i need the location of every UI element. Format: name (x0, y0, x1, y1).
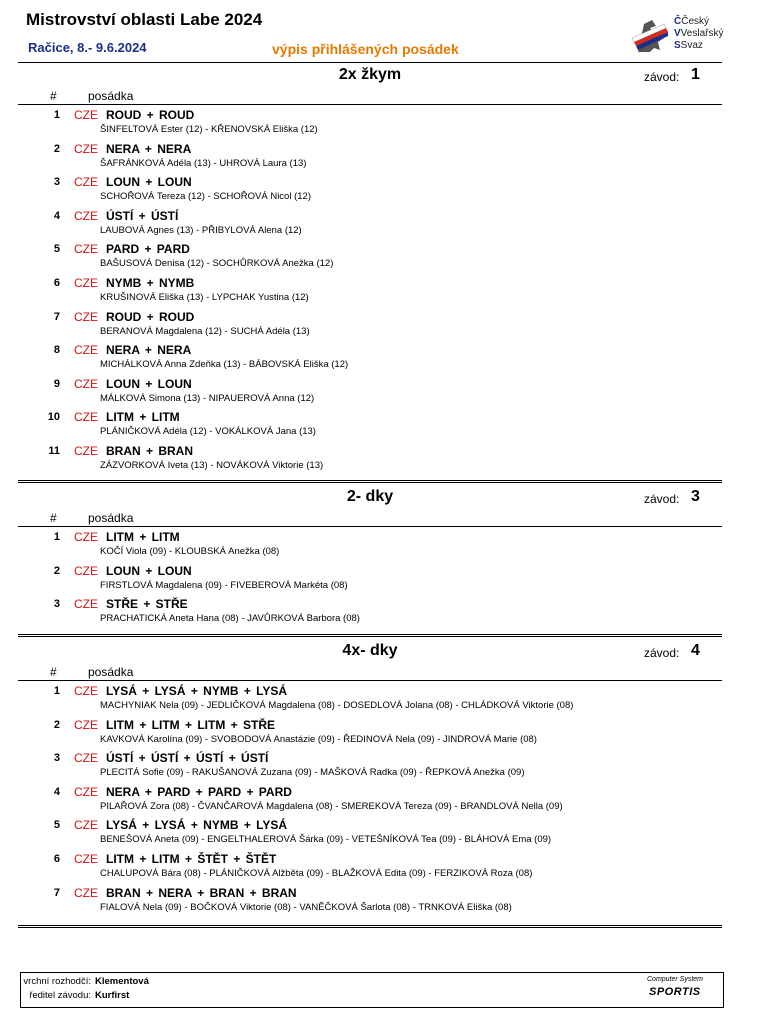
crew-athletes: BAŠUSOVÁ Denisa (12) - SOCHŮRKOVÁ Anežka (12) (100, 258, 334, 270)
crew-number: 6 (53, 276, 60, 289)
crew-nation: CZE (74, 343, 98, 358)
crew-row (18, 172, 722, 206)
crew-row (18, 849, 722, 883)
crew-athletes: BENEŠOVÁ Aneta (09) - ENGELTHALEROVÁ Šárka (09) - VETEŠNÍKOVÁ Tea (09) - BLÁHOVÁ Ema (09) (100, 834, 552, 846)
crew-row (18, 748, 722, 782)
crew-clubs: LOUN + LOUN (106, 175, 192, 190)
crew-clubs: LYSÁ + LYSÁ + NYMB + LYSÁ (106, 684, 288, 698)
crew-clubs: ROUD + ROUD (106, 309, 195, 324)
crew-clubs: LITM + LITM (106, 410, 180, 425)
crew-nation: CZE (74, 684, 98, 698)
crew-athletes: KOČÍ Viola (09) - KLOUBSKÁ Anežka (08) (100, 546, 280, 557)
computer-system-label: Computer System (647, 976, 704, 983)
crew-clubs: ÚSTÍ + ÚSTÍ + ÚSTÍ + ÚSTÍ (106, 751, 269, 766)
crew-clubs: ROUD + ROUD (106, 108, 195, 122)
crew-athletes: ZÁZVORKOVÁ Iveta (13) - NOVÁKOVÁ Viktorie (13) (100, 459, 324, 471)
crew-row (18, 340, 722, 374)
crew-clubs: LITM + LITM (106, 530, 180, 544)
crew-clubs: LITM + LITM + LITM + STŘE (106, 717, 276, 732)
crew-number: 9 (53, 377, 60, 390)
event-header (18, 486, 722, 510)
crew-athletes: PILAŘOVÁ Zora (08) - ČVANČAROVÁ Magdalena (08) - SMEREKOVÁ Tereza (09) - BRANDLOVÁ Nella (09) (100, 800, 563, 812)
crew-number: 1 (53, 109, 60, 121)
crew-nation: CZE (74, 784, 98, 799)
crew-athletes: ŠINFELTOVÁ Ester (12) - KŘENOVSKÁ Eliška (12) (100, 124, 318, 135)
crew-row (18, 883, 722, 917)
crew-number: 7 (53, 886, 60, 899)
crew-nation: CZE (74, 885, 98, 900)
race-number: 1 (691, 66, 700, 83)
column-header (18, 88, 722, 105)
crew-row (18, 594, 722, 628)
crew-number: 3 (53, 176, 60, 189)
crew-number: 5 (53, 243, 60, 256)
col-num-header: # (50, 511, 57, 525)
crew-row (18, 206, 722, 240)
crew-row (18, 561, 722, 595)
event-name: 2x žkym (338, 66, 402, 83)
col-num-header: # (50, 89, 57, 103)
header-rule (18, 62, 722, 63)
event-header (18, 640, 722, 664)
col-num-header: # (50, 665, 57, 679)
crew-number: 2 (53, 718, 60, 731)
crew-nation: CZE (74, 443, 98, 458)
crew-nation: CZE (74, 108, 98, 122)
crew-number: 2 (53, 564, 60, 577)
column-header (18, 510, 722, 527)
crew-nation: CZE (74, 751, 98, 766)
csv-logo (630, 16, 740, 56)
crew-row (18, 374, 722, 408)
crew-clubs: NERA + NERA (106, 343, 192, 358)
crew-row (18, 307, 722, 341)
race-number: 3 (691, 488, 700, 505)
footer (20, 972, 724, 1008)
referee-name: Klementová (95, 976, 149, 987)
crew-number: 7 (53, 310, 60, 323)
crew-clubs: ÚSTÍ + ÚSTÍ (106, 208, 179, 223)
crew-clubs: BRAN + NERA + BRAN + BRAN (106, 885, 297, 900)
crew-nation: CZE (74, 242, 98, 257)
crew-clubs: LOUN + LOUN (106, 376, 192, 391)
crew-athletes: MACHYNIAK Nela (09) - JEDLIČKOVÁ Magdalena (08) - DOSEDLOVÁ Jolana (08) - CHLÁDKOVÁ Viktorie (08) (100, 700, 574, 711)
crew-number: 10 (47, 411, 60, 424)
logo-line3: Svaz (680, 40, 703, 51)
crew-number: 5 (53, 819, 60, 832)
crew-athletes: MICHÁLKOVÁ Anna Zdeňka (13) - BÁBOVSKÁ Eliška (12) (100, 359, 349, 371)
crew-nation: CZE (74, 530, 98, 544)
crew-nation: CZE (74, 818, 98, 833)
crew-clubs: STŘE + STŘE (106, 597, 188, 612)
crew-nation: CZE (74, 141, 98, 156)
logo-line2: Veslařský (680, 28, 724, 39)
crew-nation: CZE (74, 717, 98, 732)
crew-row (18, 715, 722, 749)
crew-number: 2 (53, 142, 60, 155)
crew-row (18, 407, 722, 441)
col-crew-header: posádka (88, 665, 134, 679)
crew-athletes: BERANOVÁ Magdalena (12) - SUCHÁ Adéla (13) (100, 325, 310, 337)
crew-nation: CZE (74, 410, 98, 425)
director-label: ředitel závodu: (29, 990, 91, 1001)
crew-clubs: NERA + NERA (106, 141, 192, 156)
page-title: Mistrovství oblasti Labe 2024 (26, 10, 263, 29)
race-label: závod: (644, 646, 680, 660)
crew-row (18, 239, 722, 273)
crew-nation: CZE (74, 563, 98, 578)
logo-line1: Český (681, 16, 710, 27)
event-name: 4x- dky (342, 642, 398, 659)
crew-clubs: LOUN + LOUN (106, 563, 192, 578)
crew-athletes: PRACHATICKÁ Aneta Hana (08) - JAVŮRKOVÁ Barbora (08) (100, 613, 360, 625)
crew-number: 6 (53, 852, 60, 865)
director-name: Kurfirst (95, 990, 130, 1001)
sportis-logo: SPORTIS (649, 986, 701, 998)
crew-row (18, 441, 722, 475)
crew-number: 1 (53, 531, 60, 543)
column-header (18, 664, 722, 681)
crew-row (18, 782, 722, 816)
page-header (0, 0, 768, 64)
event-section (18, 486, 722, 628)
crew-clubs: PARD + PARD (106, 242, 190, 257)
crew-athletes: MÁLKOVÁ Simona (13) - NIPAUEROVÁ Anna (12) (100, 392, 315, 404)
crew-athletes: PLÁNIČKOVÁ Adéla (12) - VOKÁLKOVÁ Jana (13) (100, 426, 316, 438)
lion-flag-icon (630, 18, 670, 54)
col-crew-header: posádka (88, 89, 134, 103)
crew-athletes: FIALOVÁ Nela (09) - BOČKOVÁ Viktorie (08) - VANĚČKOVÁ Šarlota (08) - TRNKOVÁ Eliška (08) (100, 901, 512, 913)
logo-text: ČČeský VVeslařský SSvaz (674, 16, 724, 51)
crew-clubs: LYSÁ + LYSÁ + NYMB + LYSÁ (106, 818, 288, 833)
crew-clubs: NYMB + NYMB (106, 275, 195, 290)
crew-number: 1 (53, 685, 60, 697)
crew-athletes: KAVKOVÁ Karolína (09) - SVOBODOVÁ Anastázie (09) - ŘEDINOVÁ Nela (09) - JINDROVÁ Marie (08) (100, 733, 537, 745)
crew-nation: CZE (74, 208, 98, 223)
crew-row (18, 139, 722, 173)
crew-nation: CZE (74, 376, 98, 391)
section-divider (18, 634, 722, 637)
crew-row (18, 105, 722, 139)
event-section (18, 640, 722, 916)
crew-athletes: ŠAFRÁNKOVÁ Adéla (13) - UHROVÁ Laura (13) (100, 157, 307, 169)
referee-label: vrchní rozhodčí: (23, 976, 91, 987)
crew-number: 4 (53, 209, 60, 222)
crew-nation: CZE (74, 175, 98, 190)
section-divider (18, 925, 722, 928)
race-label: závod: (644, 492, 680, 506)
crew-nation: CZE (74, 597, 98, 612)
crew-clubs: NERA + PARD + PARD + PARD (106, 784, 292, 799)
race-label: závod: (644, 70, 680, 84)
crew-clubs: BRAN + BRAN (106, 443, 194, 458)
venue-date: Račice, 8.- 9.6.2024 (28, 40, 147, 55)
event-section (18, 64, 722, 475)
crew-row (18, 681, 722, 715)
crew-athletes: FIRSTLOVÁ Magdalena (09) - FIVEBEROVÁ Markéta (08) (100, 579, 348, 591)
race-number: 4 (691, 642, 700, 659)
crew-row (18, 815, 722, 849)
crew-number: 8 (53, 344, 60, 357)
crew-nation: CZE (74, 275, 98, 290)
crew-row (18, 527, 722, 561)
col-crew-header: posádka (88, 511, 134, 525)
crew-nation: CZE (74, 851, 98, 866)
crew-number: 4 (53, 785, 60, 798)
section-divider (18, 480, 722, 483)
crew-athletes: LAUBOVÁ Agnes (13) - PŘIBYLOVÁ Alena (12) (100, 224, 302, 236)
event-name: 2- dky (346, 488, 394, 505)
crew-number: 11 (48, 444, 60, 457)
crew-clubs: LITM + LITM + ŠTĚT + ŠTĚT (106, 851, 277, 866)
crew-nation: CZE (74, 309, 98, 324)
crew-row (18, 273, 722, 307)
crew-athletes: CHALUPOVÁ Bára (08) - PLÁNIČKOVÁ Alžběta (09) - BLAŽKOVÁ Edita (09) - FERZIKOVÁ Roza (08) (100, 867, 533, 879)
crew-number: 3 (53, 598, 60, 611)
page-subtitle: výpis přihlášených posádek (272, 41, 459, 57)
crew-number: 3 (53, 752, 60, 765)
event-header (18, 64, 722, 88)
crew-athletes: SCHOŘOVÁ Tereza (12) - SCHOŘOVÁ Nicol (12) (100, 191, 311, 203)
crew-athletes: PLECITÁ Sofie (09) - RAKUŠANOVÁ Zuzana (09) - MAŠKOVÁ Radka (09) - ŘEPKOVÁ Anežka (09) (100, 767, 525, 779)
crew-athletes: KRUŠINOVÁ Eliška (13) - LYPCHAK Yustina (12) (100, 291, 309, 303)
